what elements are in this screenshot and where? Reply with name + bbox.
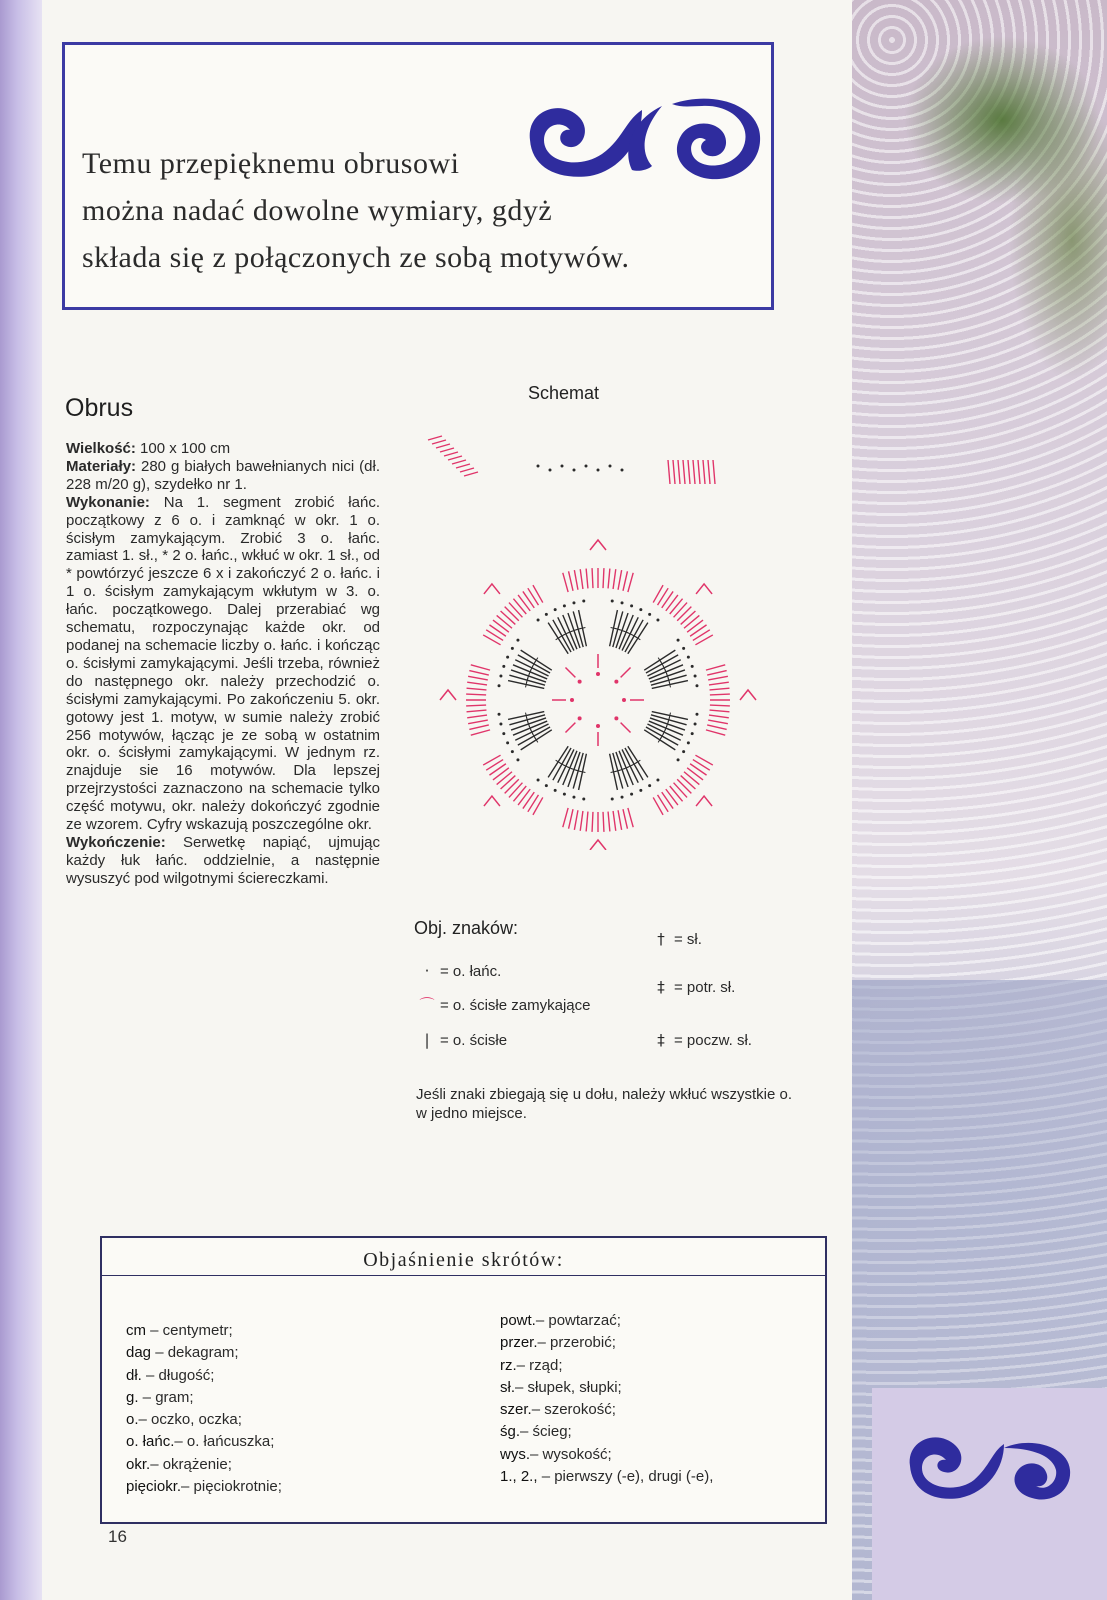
finishing-text: Serwetkę napiąć, ujmując każdy łuk łańc. oddzielnie, a następnie wysuszyć pod wilgotnymi ściereczkami. bbox=[66, 833, 380, 887]
abbreviation-value: – powtarzać; bbox=[535, 1312, 621, 1329]
double-stitch bbox=[613, 811, 616, 831]
double-stitch bbox=[608, 569, 610, 589]
double-stitch bbox=[467, 715, 487, 718]
abbreviation-key: dł. bbox=[126, 1366, 142, 1384]
materials-paragraph bbox=[66, 458, 380, 494]
double-stitch bbox=[574, 570, 578, 590]
materials-label: Materiały: bbox=[66, 457, 137, 475]
double-stitch bbox=[674, 603, 687, 618]
double-stitch bbox=[467, 682, 487, 685]
chain-dot bbox=[656, 779, 659, 782]
double-stitch bbox=[513, 786, 526, 801]
double-stitch bbox=[580, 811, 583, 831]
chain-dot bbox=[554, 608, 557, 611]
abbreviation-key: śg. bbox=[500, 1423, 521, 1441]
double-stitch bbox=[440, 448, 454, 452]
double-stitch bbox=[569, 571, 573, 590]
abbreviation-key: powt. bbox=[500, 1312, 536, 1329]
legend-text: = sł. bbox=[674, 931, 702, 948]
double-stitch bbox=[580, 569, 583, 589]
double-stitch bbox=[666, 595, 678, 611]
intro-line: Temu przepięknemu obrusowi bbox=[82, 147, 460, 180]
abbreviation-entry bbox=[500, 1310, 713, 1332]
chain-dot bbox=[621, 469, 624, 472]
double-stitch bbox=[628, 573, 633, 592]
double-stitch bbox=[493, 768, 509, 780]
double-stitch bbox=[513, 599, 526, 614]
abbreviation-entry bbox=[126, 1365, 282, 1387]
chain-dot bbox=[614, 716, 618, 720]
double-stitch bbox=[456, 464, 470, 468]
chain-dot bbox=[502, 732, 505, 735]
double-stitch bbox=[471, 665, 490, 670]
double-stitch bbox=[673, 460, 675, 484]
chain-dot bbox=[621, 601, 624, 604]
abbreviations-right-column bbox=[500, 1310, 713, 1488]
double-stitch bbox=[666, 789, 678, 805]
chain-dot bbox=[578, 680, 582, 684]
double-stitch bbox=[466, 705, 486, 706]
abbreviation-entry bbox=[126, 1409, 282, 1431]
picot-stitch bbox=[590, 540, 606, 550]
double-crochet-symbol-icon: † bbox=[657, 930, 665, 948]
schema-title: Schemat bbox=[528, 383, 600, 403]
chain-dot bbox=[695, 713, 698, 716]
legend-item-chain bbox=[414, 962, 501, 980]
chain-dot bbox=[572, 601, 575, 604]
chain-dot bbox=[630, 604, 633, 607]
abbreviation-key: g. bbox=[126, 1388, 139, 1406]
double-stitch bbox=[501, 776, 516, 789]
chain-dot bbox=[554, 789, 557, 792]
chain-dot bbox=[499, 674, 502, 677]
abbreviation-entry bbox=[126, 1342, 282, 1364]
execution-label: Wykonanie: bbox=[66, 493, 150, 511]
double-stitch bbox=[677, 607, 691, 621]
chain-dot bbox=[563, 793, 566, 796]
chain-dot bbox=[687, 741, 690, 744]
chain-dot bbox=[609, 465, 612, 468]
abbreviation-key: przer. bbox=[500, 1334, 538, 1352]
double-stitch bbox=[687, 620, 703, 632]
chain-dot bbox=[511, 647, 514, 650]
abbreviation-entry bbox=[500, 1355, 713, 1377]
stitch-tick bbox=[611, 771, 617, 772]
chain-dot bbox=[621, 796, 624, 799]
double-stitch bbox=[707, 725, 726, 729]
double-stitch bbox=[448, 456, 462, 460]
abbreviation-value: – rząd; bbox=[516, 1356, 563, 1374]
chain-dot bbox=[582, 600, 585, 603]
double-stitch bbox=[592, 568, 593, 588]
abbreviation-key: wys. bbox=[500, 1445, 530, 1463]
double-stitch bbox=[563, 573, 568, 592]
legend-title: Obj. znaków: bbox=[414, 918, 519, 938]
abbreviation-value: – o. łańcuszka; bbox=[174, 1433, 275, 1451]
article-body bbox=[66, 440, 380, 888]
swirl-ornament-icon bbox=[900, 1418, 1080, 1508]
chain-dot bbox=[537, 779, 540, 782]
double-stitch bbox=[623, 571, 627, 590]
double-stitch bbox=[523, 591, 534, 607]
abbreviation-value: – oczko, oczka; bbox=[138, 1411, 242, 1429]
double-stitch bbox=[518, 789, 530, 805]
double-stitch bbox=[505, 779, 519, 793]
intro-line: składa się z połączonych ze sobą motywów. bbox=[82, 241, 630, 274]
chain-dot bbox=[563, 604, 566, 607]
double-stitch bbox=[690, 764, 706, 775]
double-stitch bbox=[569, 809, 573, 828]
double-stitch bbox=[710, 705, 730, 706]
chain-dot bbox=[596, 672, 600, 676]
page-number: 16 bbox=[108, 1527, 127, 1546]
double-stitch bbox=[628, 808, 633, 827]
abbreviation-entry bbox=[500, 1377, 713, 1399]
triple-treble-symbol-icon: ‡ bbox=[657, 978, 665, 996]
double-stitch bbox=[469, 725, 488, 729]
chain-dot bbox=[677, 758, 680, 761]
double-stitch bbox=[677, 779, 691, 793]
double-stitch bbox=[432, 440, 446, 444]
double-stitch bbox=[518, 595, 530, 611]
chain-dot bbox=[573, 469, 576, 472]
picot-stitch bbox=[696, 796, 712, 806]
abbreviation-key: okr. bbox=[126, 1455, 151, 1473]
abbreviation-value: – słupek, słupki; bbox=[515, 1378, 622, 1396]
finishing-paragraph bbox=[66, 834, 380, 888]
legend-item-slip-stitch bbox=[414, 994, 590, 1015]
double-stitch bbox=[497, 772, 512, 785]
abbreviation-key: cm bbox=[126, 1322, 146, 1339]
double-stitch bbox=[523, 792, 534, 808]
double-stitch bbox=[706, 730, 725, 735]
double-stitch bbox=[563, 808, 568, 827]
chain-dot bbox=[537, 618, 540, 621]
chain-dot bbox=[639, 608, 642, 611]
stitch-line bbox=[621, 723, 631, 733]
chain-dot bbox=[614, 680, 618, 684]
chain-dot bbox=[582, 797, 585, 800]
picot-stitch bbox=[484, 584, 500, 594]
double-stitch bbox=[709, 682, 729, 685]
chain-dot bbox=[611, 797, 614, 800]
double-stitch bbox=[501, 611, 516, 624]
chain-symbol-icon: · bbox=[424, 962, 430, 980]
abbreviation-entry bbox=[126, 1387, 282, 1409]
abbreviation-value: – dekagram; bbox=[151, 1344, 239, 1362]
double-stitch bbox=[509, 783, 522, 798]
abbreviation-key: o. łańc. bbox=[126, 1433, 175, 1451]
double-stitch bbox=[713, 460, 715, 484]
intro-line: można nadać dowolne wymiary, gdyż bbox=[82, 194, 553, 227]
double-stitch bbox=[468, 676, 488, 680]
double-stitch bbox=[574, 810, 578, 830]
chain-dot bbox=[687, 656, 690, 659]
abbreviation-entry bbox=[500, 1421, 713, 1443]
quad-treble-symbol-icon: ‡ bbox=[657, 1031, 665, 1049]
size-text: 100 x 100 cm bbox=[135, 440, 231, 457]
double-stitch bbox=[684, 772, 699, 785]
double-stitch bbox=[674, 783, 687, 798]
chain-dot bbox=[549, 469, 552, 472]
single-crochet-symbol-icon: | bbox=[424, 1031, 430, 1049]
chain-dot bbox=[691, 665, 694, 668]
abbreviation-key: pięciokr. bbox=[126, 1478, 182, 1496]
chain-dot bbox=[499, 723, 502, 726]
double-stitch bbox=[467, 688, 487, 690]
chain-dot bbox=[585, 465, 588, 468]
legend-text: = o. łańc. bbox=[440, 963, 502, 980]
slip-stitch-symbol-icon: ⌒ bbox=[419, 996, 435, 1014]
double-stitch bbox=[466, 694, 486, 695]
chain-dot bbox=[682, 750, 685, 753]
legend-item-double-crochet bbox=[648, 930, 702, 948]
double-stitch bbox=[681, 776, 696, 789]
chain-dot bbox=[648, 784, 651, 787]
double-stitch bbox=[698, 460, 700, 484]
double-stitch bbox=[618, 570, 622, 590]
abbreviation-key: 1., 2., bbox=[500, 1468, 538, 1486]
chain-dot bbox=[622, 698, 626, 702]
abbreviation-value: – pięciokrotnie; bbox=[181, 1478, 282, 1496]
abbreviation-entry bbox=[500, 1444, 713, 1466]
double-stitch bbox=[428, 436, 442, 440]
abbreviation-key: rz. bbox=[500, 1356, 517, 1374]
legend-item-single-crochet bbox=[414, 1031, 507, 1049]
legend-text: = o. ścisłe bbox=[440, 1032, 508, 1049]
chain-dot bbox=[677, 639, 680, 642]
double-stitch bbox=[468, 720, 488, 724]
chain-dot bbox=[545, 613, 548, 616]
chain-dot bbox=[578, 716, 582, 720]
abbreviation-entry bbox=[126, 1476, 282, 1498]
stitch-tick bbox=[669, 682, 670, 688]
execution-text: Na 1. segment zrobić łańc. początkowy z 6 o. i zamknąć w okr. 1 o. ścisłym zamykającym. Zrobić 3 o. łańc. zamiast 1. sł., * 2 o. łańc., wkłuć w okr. 1 sł., od * powtórzyć jeszcze 6 x i zakończyć 2 o. łańc. i 1 o. ścisłym zamykającym wkłutym w 3. o. łańc. początkowego. Dalej przerabiać wg schematu, rozpoczynając każde okr. od podanej na schemacie liczby o. łańc. i kończąc o. ścisłymi zamykającymi. Jeśli trzeba, również do następnego okr. należy przechodzić o. ścisłymi zamykającymi. Po zakończeniu 5. okr. gotowy jest 1. motyw, w sumie należy zrobić 256 motywów, łącząc je ze sobą w ostatnim okr. o. ścisłymi zamykającymi. W jednym rz. znajduje sie 16 motywów. Dla lepszej przejrzystości zaznaczono na schemacie tylko część motywu, okr. należy dokończyć zgodnie ze wzorem. Cyfry wskazują poszczególne okr. bbox=[66, 493, 380, 834]
double-stitch bbox=[460, 468, 474, 472]
double-stitch bbox=[683, 460, 685, 484]
crochet-diagram bbox=[398, 400, 808, 850]
abbreviation-entry bbox=[126, 1431, 282, 1453]
chain-dot bbox=[506, 656, 509, 659]
double-stitch bbox=[710, 710, 730, 712]
picot-stitch bbox=[590, 840, 606, 850]
chain-dot bbox=[545, 784, 548, 787]
legend-text: = poczw. sł. bbox=[674, 1032, 752, 1049]
materials-text: 280 g białych bawełnianych nici (dł. 228 m/20 g), szydełko nr 1. bbox=[66, 457, 380, 493]
chain-dot bbox=[502, 665, 505, 668]
double-stitch bbox=[690, 625, 706, 636]
chain-dot bbox=[656, 618, 659, 621]
double-stitch bbox=[662, 792, 673, 808]
double-stitch bbox=[710, 688, 730, 690]
stitch-tick bbox=[580, 628, 586, 629]
abbreviation-key: dag bbox=[126, 1344, 152, 1362]
size-paragraph bbox=[66, 440, 380, 458]
chain-dot bbox=[561, 465, 564, 468]
double-stitch bbox=[668, 460, 670, 484]
abbreviation-value: – pierwszy (-e), drugi (-e), bbox=[537, 1468, 714, 1486]
chain-dot bbox=[516, 758, 519, 761]
abbreviation-value: – szerokość; bbox=[531, 1401, 616, 1419]
double-stitch bbox=[586, 569, 588, 589]
chain-dot bbox=[596, 724, 600, 728]
picot-stitch bbox=[740, 690, 756, 700]
finishing-label: Wykończenie: bbox=[66, 833, 166, 851]
chain-dot bbox=[570, 698, 574, 702]
double-stitch bbox=[681, 611, 696, 624]
double-stitch bbox=[688, 460, 690, 484]
chain-dot bbox=[639, 789, 642, 792]
double-stitch bbox=[586, 812, 588, 832]
chain-dot bbox=[597, 469, 600, 472]
double-stitch bbox=[709, 715, 729, 718]
double-stitch bbox=[467, 710, 487, 712]
legend-item-triple-treble bbox=[648, 978, 735, 996]
double-stitch bbox=[505, 607, 519, 621]
double-stitch bbox=[662, 591, 673, 607]
double-stitch bbox=[708, 676, 728, 680]
abbreviation-value: – gram; bbox=[138, 1388, 194, 1406]
stitch-line bbox=[565, 723, 575, 733]
abbreviation-value: – długość; bbox=[141, 1366, 215, 1384]
abbreviation-key: sł. bbox=[500, 1378, 515, 1396]
double-stitch bbox=[452, 460, 466, 464]
double-stitch bbox=[603, 568, 604, 588]
abbreviation-value: – wysokość; bbox=[530, 1445, 612, 1463]
chain-dot bbox=[537, 465, 540, 468]
chain-dot bbox=[498, 684, 501, 687]
stitch-line bbox=[565, 667, 575, 677]
picot-stitch bbox=[484, 796, 500, 806]
double-stitch bbox=[464, 472, 478, 476]
double-stitch bbox=[703, 460, 705, 484]
double-stitch bbox=[687, 768, 703, 780]
double-stitch bbox=[708, 460, 710, 484]
double-stitch bbox=[489, 764, 505, 775]
double-stitch bbox=[509, 603, 522, 618]
abbreviation-entry bbox=[500, 1466, 713, 1488]
chain-dot bbox=[611, 600, 614, 603]
double-stitch bbox=[706, 665, 725, 670]
double-stitch bbox=[670, 786, 683, 801]
chain-dot bbox=[695, 684, 698, 687]
stitch-line bbox=[621, 667, 631, 677]
stitch-tick bbox=[526, 713, 527, 719]
double-stitch bbox=[623, 809, 627, 828]
double-stitch bbox=[678, 460, 680, 484]
picot-stitch bbox=[696, 584, 712, 594]
chain-dot bbox=[572, 796, 575, 799]
legend-note: Jeśli znaki zbiegają się u dołu, należy wkłuć wszystkie o. w jedno miejsce. bbox=[416, 1086, 793, 1122]
double-stitch bbox=[684, 615, 699, 628]
double-stitch bbox=[469, 671, 488, 675]
double-stitch bbox=[493, 620, 509, 632]
chain-dot bbox=[682, 647, 685, 650]
double-stitch bbox=[497, 615, 512, 628]
chain-dot bbox=[694, 723, 697, 726]
left-color-strip bbox=[0, 0, 42, 1600]
execution-paragraph bbox=[66, 494, 380, 834]
legend-text: = potr. sł. bbox=[674, 979, 736, 996]
double-stitch bbox=[471, 730, 490, 735]
abbreviation-value: – centymetr; bbox=[146, 1322, 233, 1339]
chain-dot bbox=[648, 613, 651, 616]
double-stitch bbox=[489, 625, 505, 636]
abbreviation-value: – przerobić; bbox=[537, 1334, 616, 1352]
legend-item-quad-treble bbox=[648, 1031, 752, 1049]
swirl-ornament-icon bbox=[522, 80, 772, 190]
legend-text: = o. ścisłe zamykające bbox=[440, 997, 591, 1014]
double-stitch bbox=[710, 694, 730, 695]
abbreviation-key: szer. bbox=[500, 1401, 532, 1419]
double-stitch bbox=[708, 720, 728, 724]
double-stitch bbox=[608, 812, 610, 832]
abbreviations-left-column bbox=[126, 1320, 282, 1498]
double-stitch bbox=[436, 444, 450, 448]
abbreviation-entry bbox=[500, 1399, 713, 1421]
abbreviation-entry bbox=[126, 1320, 282, 1342]
article-title: Obrus bbox=[65, 394, 134, 422]
chain-dot bbox=[694, 674, 697, 677]
abbreviation-value: – okrążenie; bbox=[150, 1455, 232, 1473]
double-stitch bbox=[670, 599, 683, 614]
chain-dot bbox=[511, 750, 514, 753]
double-stitch bbox=[707, 671, 726, 675]
double-stitch bbox=[444, 452, 458, 456]
abbreviation-key: o. bbox=[126, 1411, 139, 1429]
chain-dot bbox=[691, 732, 694, 735]
picot-stitch bbox=[440, 690, 456, 700]
double-stitch bbox=[693, 460, 695, 484]
double-stitch bbox=[613, 569, 616, 589]
abbreviation-entry bbox=[126, 1454, 282, 1476]
chain-dot bbox=[630, 793, 633, 796]
abbreviation-entry bbox=[500, 1332, 713, 1354]
chain-dot bbox=[498, 713, 501, 716]
abbreviation-value: – ścieg; bbox=[520, 1423, 572, 1441]
double-stitch bbox=[603, 812, 604, 832]
double-stitch bbox=[618, 810, 622, 830]
double-stitch bbox=[592, 812, 593, 832]
size-label: Wielkość: bbox=[66, 440, 136, 457]
chain-dot bbox=[506, 741, 509, 744]
chain-dot bbox=[516, 639, 519, 642]
abbreviations-title: Objaśnienie skrótów: bbox=[363, 1249, 564, 1271]
